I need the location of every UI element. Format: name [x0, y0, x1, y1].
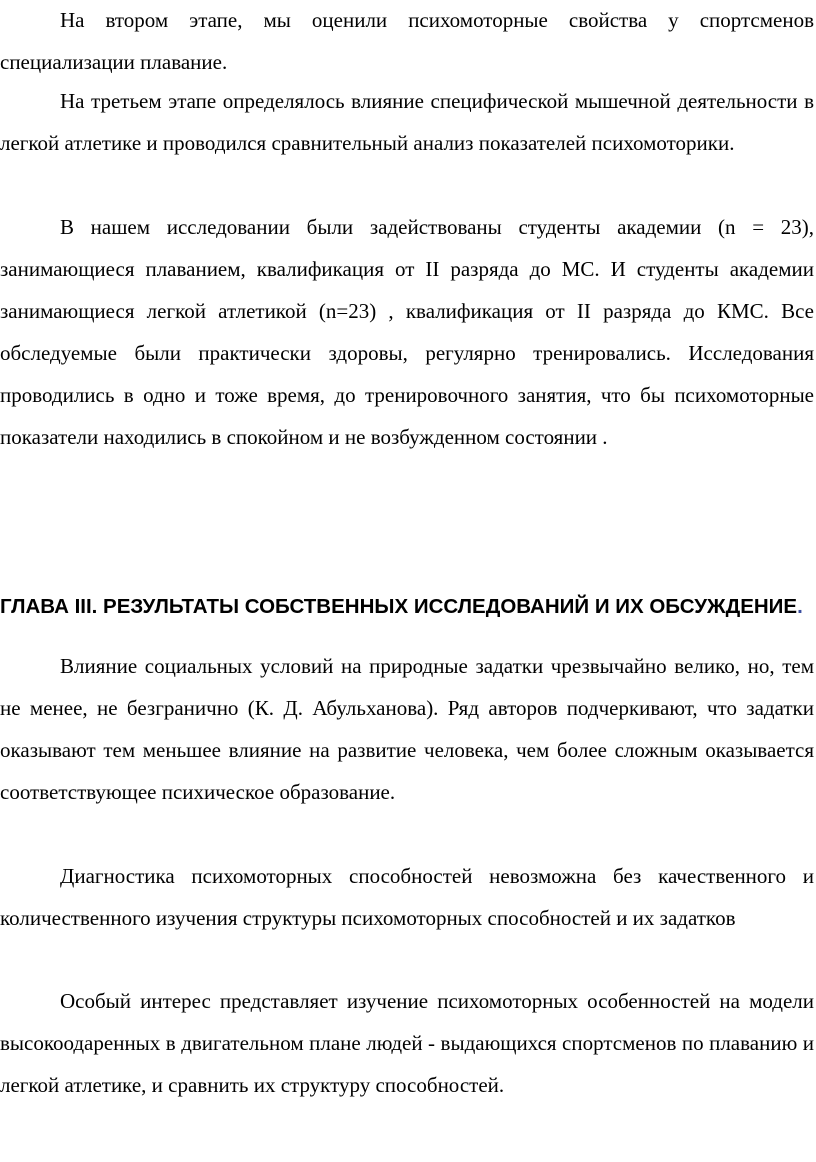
paragraph-diagnostics: Диагностика психомоторных способностей невозможна без качественного и количественного изучения структуры психомоторных способностей и их задатков: [0, 864, 814, 930]
paragraph-social-conditions: Влияние социальных условий на природные задатки чрезвычайно велико, но, тем не менее, не безгранично (К. Д. Абульханова). Ряд авторов подчеркивают, что задатки оказывают тем меньшее влияние на развитие человека, чем более сложным оказывается соответствующее психическое образование.: [0, 654, 814, 804]
chapter-heading-text: ГЛАВА III. РЕЗУЛЬТАТЫ СОБСТВЕННЫХ ИССЛЕДОВАНИЙ И ИХ ОБСУЖДЕНИЕ: [0, 595, 798, 618]
paragraph-special-interest: Особый интерес представляет изучение психомоторных особенностей на модели высокоодаренных в двигательном плане людей - выдающихся спортсменов по плаванию и легкой атлетике, и сравнить их структуру способностей.: [0, 989, 814, 1097]
paragraph-stage-three: На третьем этапе определялось влияние специфической мышечной деятельности в легкой атлетике и проводился сравнительный анализ показателей психомоторики.: [0, 89, 814, 155]
chapter-heading-dot: .: [797, 595, 803, 618]
paragraph-stage-two: На втором этапе, мы оценили психомоторные свойства у спортсменов специализации плавание.: [0, 8, 814, 74]
paragraph-study-participants: В нашем исследовании были задействованы студенты академии (n = 23), занимающиеся плаванием, квалификация от II разряда до МС. И студенты академии занимающиеся легкой атлетикой (n=23) , квалификация от II разряда до КМС. Все обследуемые были практически здоровы, регулярно тренировались. Исследования проводились в одно и тоже время, до тренировочного занятия, что бы психомоторные показатели находились в спокойном и не возбужденном состоянии .: [0, 215, 814, 449]
chapter-heading: [0, 591, 816, 622]
